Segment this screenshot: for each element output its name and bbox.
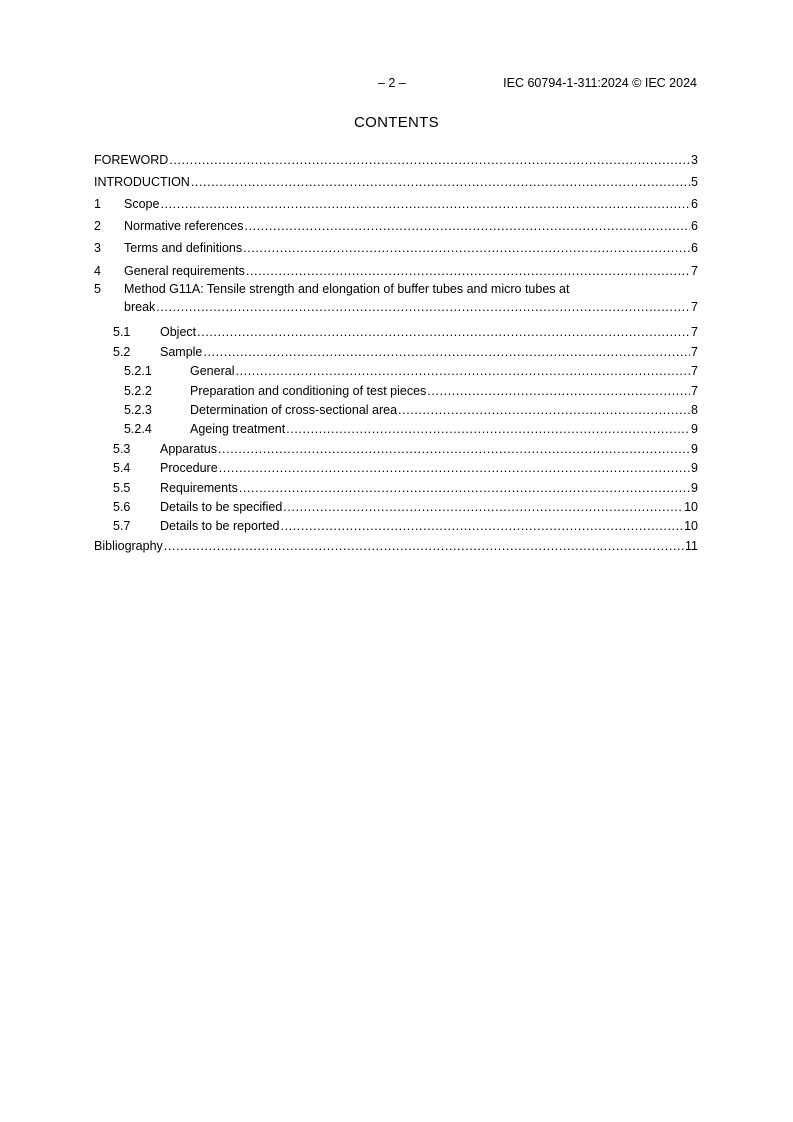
toc-entry-details-reported[interactable] xyxy=(94,514,698,533)
page-title: CONTENTS xyxy=(354,114,439,131)
toc-entry-number: 5.1 xyxy=(113,325,131,340)
toc-leader xyxy=(203,345,690,359)
toc-entry-normative-references[interactable] xyxy=(94,211,698,233)
toc-entry-text: Requirements xyxy=(160,480,238,495)
toc-entry-page: 9 xyxy=(691,461,698,476)
toc-leader xyxy=(160,197,690,211)
toc-entry-text: Bibliography xyxy=(94,538,163,553)
toc-entry-bibliography[interactable] xyxy=(94,533,698,552)
toc-entry-page: 9 xyxy=(691,422,698,437)
toc-leader xyxy=(243,241,690,255)
toc-entry-text: Details to be reported xyxy=(160,519,280,534)
table-of-contents xyxy=(94,145,698,553)
toc-entry-page: 6 xyxy=(691,197,698,211)
toc-entry-page: 9 xyxy=(691,441,698,456)
toc-entry-text: Details to be specified xyxy=(160,499,283,514)
toc-leader xyxy=(218,442,690,456)
toc-entry-procedure[interactable] xyxy=(94,456,698,475)
toc-entry-page: 7 xyxy=(691,325,698,340)
toc-leader xyxy=(245,219,691,233)
toc-entry-number: 5.4 xyxy=(113,461,131,476)
toc-entry-text: General requirements xyxy=(124,264,245,278)
toc-leader xyxy=(191,175,690,189)
toc-leader xyxy=(283,500,683,514)
toc-entry-number: 5.2 xyxy=(113,344,131,359)
toc-entry-text-line2: break xyxy=(124,300,156,314)
toc-entry-page: 9 xyxy=(691,480,698,495)
toc-leader xyxy=(197,325,690,339)
toc-entry-method-g11a[interactable] xyxy=(94,282,698,320)
toc-entry-text: Terms and definitions xyxy=(124,241,243,255)
toc-entry-text-line1: Method G11A: Tensile strength and elongation of buffer tubes and micro tubes at xyxy=(124,282,570,296)
toc-entry-page: 3 xyxy=(691,153,698,167)
toc-entry-number: 1 xyxy=(94,197,101,211)
document-id: IEC 60794-1-311:2024 © IEC 2024 xyxy=(503,76,697,90)
toc-entry-general-requirements[interactable] xyxy=(94,255,698,278)
toc-entry-page: 10 xyxy=(684,519,698,534)
toc-entry-foreword[interactable] xyxy=(94,145,698,167)
toc-entry-text: Preparation and conditioning of test pieces xyxy=(190,383,427,398)
toc-entry-number: 5 xyxy=(94,282,101,296)
toc-entry-number: 3 xyxy=(94,241,101,255)
toc-leader xyxy=(427,384,690,398)
toc-entry-text: General xyxy=(190,364,235,379)
toc-entry-page: 7 xyxy=(691,383,698,398)
toc-leader xyxy=(219,461,690,475)
toc-entry-number: 5.3 xyxy=(113,441,131,456)
toc-entry-page: 7 xyxy=(691,300,698,314)
toc-entry-page: 10 xyxy=(684,499,698,514)
toc-entry-scope[interactable] xyxy=(94,189,698,211)
toc-entry-apparatus[interactable] xyxy=(94,436,698,455)
toc-entry-page: 6 xyxy=(691,219,698,233)
toc-entry-page: 11 xyxy=(685,538,698,553)
toc-leader xyxy=(239,481,690,495)
toc-leader xyxy=(246,264,690,278)
toc-entry-number: 5.7 xyxy=(113,519,131,534)
toc-entry-ageing-treatment[interactable] xyxy=(94,417,698,436)
toc-entry-page: 7 xyxy=(691,264,698,278)
toc-entry-number: 5.6 xyxy=(113,499,131,514)
toc-entry-page: 6 xyxy=(691,241,698,255)
page-number: – 2 – xyxy=(378,76,406,90)
toc-leader xyxy=(156,300,690,314)
toc-entry-preparation[interactable] xyxy=(94,378,698,397)
toc-entry-details-specified[interactable] xyxy=(94,495,698,514)
toc-entry-text: Apparatus xyxy=(160,441,217,456)
toc-entry-number: 5.2.2 xyxy=(124,383,152,398)
toc-entry-number: 4 xyxy=(94,264,101,278)
toc-entry-line2 xyxy=(94,298,698,314)
toc-leader xyxy=(286,422,690,436)
toc-entry-text: Object xyxy=(160,325,197,340)
toc-entry-terms-and-definitions[interactable] xyxy=(94,233,698,255)
toc-leader xyxy=(235,364,690,378)
toc-entry-introduction[interactable] xyxy=(94,167,698,189)
toc-leader xyxy=(164,539,684,553)
toc-entry-text: Normative references xyxy=(124,219,244,233)
toc-entry-cross-sectional-area[interactable] xyxy=(94,398,698,417)
toc-entry-object[interactable] xyxy=(94,320,698,339)
toc-leader xyxy=(398,403,690,417)
page-header xyxy=(0,76,793,92)
toc-entry-text: Sample xyxy=(160,344,203,359)
toc-entry-page: 8 xyxy=(691,402,698,417)
toc-entry-requirements[interactable] xyxy=(94,475,698,494)
toc-entry-text: Determination of cross-sectional area xyxy=(190,402,398,417)
toc-entry-page: 5 xyxy=(691,175,698,189)
toc-entry-page: 7 xyxy=(691,364,698,379)
toc-entry-number: 5.5 xyxy=(113,480,131,495)
toc-entry-text: FOREWORD xyxy=(94,153,169,167)
toc-entry-text: Procedure xyxy=(160,461,218,476)
toc-entry-sample[interactable] xyxy=(94,339,698,358)
toc-entry-page: 7 xyxy=(691,344,698,359)
toc-entry-number: 5.2.1 xyxy=(124,364,152,379)
toc-entry-text: INTRODUCTION xyxy=(94,175,190,189)
toc-entry-general[interactable] xyxy=(94,359,698,378)
toc-entry-number: 5.2.3 xyxy=(124,402,152,417)
toc-entry-number: 5.2.4 xyxy=(124,422,152,437)
toc-entry-text: Ageing treatment xyxy=(190,422,286,437)
toc-entry-text: Scope xyxy=(124,197,160,211)
toc-leader xyxy=(281,519,684,533)
toc-entry-number: 2 xyxy=(94,219,101,233)
toc-leader xyxy=(169,153,690,167)
